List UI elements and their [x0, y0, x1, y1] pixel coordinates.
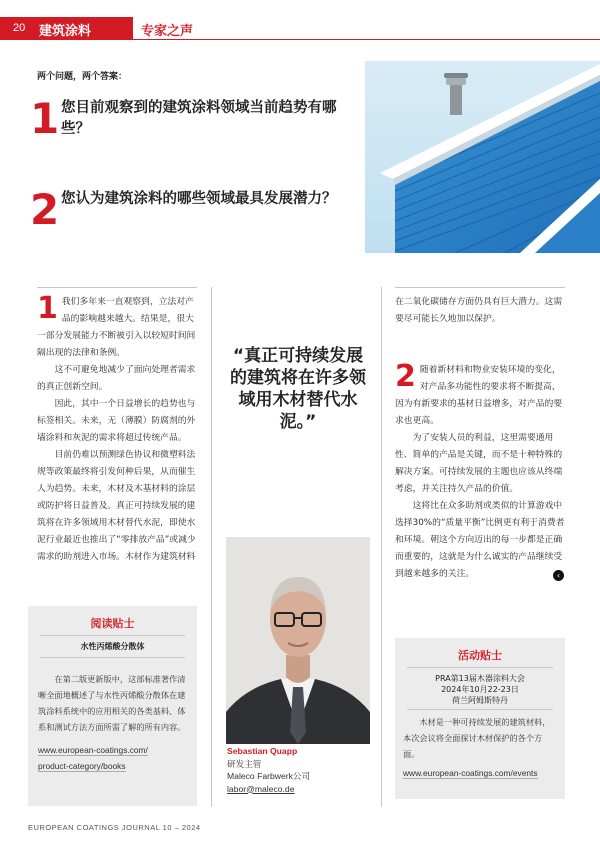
question-2-text: 您认为建筑涂料的哪些领域最具发展潜力？ — [61, 191, 337, 207]
header-rule — [0, 39, 600, 40]
reading-tip-link[interactable]: www.european-coatings.com/ product-category/books — [38, 745, 148, 771]
event-tip-link[interactable]: www.european-coatings.com/events — [403, 768, 538, 778]
author-caption — [227, 745, 310, 795]
intro-line: 两个问题，两个答案： — [37, 72, 128, 82]
author-name: Sebastian Quapp — [227, 746, 298, 756]
building-photo — [365, 61, 600, 253]
building-illustration — [365, 61, 600, 253]
answer-2-first-paragraph: 2 随着新材料和物业安装环境的变化，对产品多功能性的要求将不断提高，因为有新要求的基材日益增多，对产品的要求也更高。 — [395, 359, 563, 426]
question-2-number: 2 — [30, 185, 60, 234]
event-tip-title: 活动贴士 — [458, 649, 502, 662]
question-1-text: 您目前观察到的建筑涂料领域当前趋势有哪些？ — [61, 100, 337, 137]
reading-tip-subtitle: 水性丙烯酸分散体 — [80, 642, 145, 651]
event-tip-body: 木材是一种可持续发展的建筑材料，本次会议将全面探讨木材保护的各个方面。 — [403, 717, 551, 759]
journal-footer: EUROPEAN COATINGS JOURNAL 10 – 2024 — [28, 823, 201, 832]
reading-tip-title: 阅读贴士 — [90, 617, 135, 630]
page-number: 20 — [13, 22, 26, 34]
author-company: Maleco Farbwerk公司 — [227, 771, 311, 781]
answer-1-first-paragraph: 1 我们多年来一直观察到，立法对产品的影响越来越大。结果是，很大一部分发展能力不断被引入以较短时间间隔出现的法律和条例。 — [37, 291, 196, 358]
paragraph: 为了安装人员的利益，这里需要通用性、简单的产品是关键，而不是十种特殊的解决方案。可持续发展的主题也应该从终端考虑，并关注持久产品的价值。 — [395, 433, 563, 494]
answer-2-column — [395, 294, 565, 583]
chevron-left-icon[interactable]: ‹ — [553, 570, 564, 581]
divider-line — [395, 287, 565, 288]
pull-quote: “真正可持续发展的建筑将在许多领域用木材替代水泥。” — [230, 346, 366, 432]
answer-1-number: 1 — [37, 291, 58, 326]
answer-1-text — [37, 291, 197, 566]
event-tip-box — [395, 638, 565, 799]
column-divider — [211, 287, 212, 807]
event-info — [395, 673, 565, 706]
question-1-number: 1 — [30, 94, 60, 143]
paragraph: 这将比在众多助剂或类似的计算游戏中选择30%的“质量平衡”比例更有利于消费者和环境。朝这个方向迈出的每一步都是正确而重要的，这就是为什么诚实的产品继续受到越来越多的关注。 — [395, 501, 565, 579]
box-divider — [407, 667, 553, 668]
event-location: 荷兰阿姆斯特丹 — [452, 696, 508, 705]
event-name: PRA第13届木器涂料大会 — [435, 674, 525, 683]
column-divider — [381, 287, 382, 807]
event-date: 2024年10月22-23日 — [441, 685, 519, 694]
box-divider — [40, 635, 185, 636]
answer-2-number: 2 — [395, 359, 416, 394]
author-email[interactable]: labor@maleco.de — [227, 783, 295, 794]
reading-tip-box — [28, 606, 197, 806]
reading-tip-body: 在第二版更新版中，这部标准著作清晰全面地概述了与水性丙烯酸分散体在建筑涂料系统中的应用相关的各类基料、体系和测试方法方面所需了解的所有内容。 — [38, 674, 186, 732]
portrait-illustration — [226, 537, 370, 744]
answer-1-continued: 在二氧化碳储存方面仍具有巨大潜力。这需要尽可能长久地加以保护。 — [395, 297, 563, 324]
author-title: 研发主管 — [227, 758, 262, 769]
author-portrait — [226, 537, 370, 744]
box-divider — [40, 657, 185, 658]
paragraph: 目前仍难以预测绿色协议和微塑料法规等政策最终将引发何种后果，从而催生人为趋势。未来，木材及木基材料的涂层或防护将日益普及。真正可持续发展的建筑将在许多领域用木材替代水泥，即使水泥行业最近也推出了“零排放产品”或减少需求的助剂进入市场。木材作为建筑材料 — [37, 450, 196, 562]
section-title: 建筑涂料 — [39, 24, 92, 39]
box-divider — [407, 709, 553, 710]
divider-line — [37, 287, 197, 288]
paragraph: 因此，其中一个日益增长的趋势也与标签相关。未来，无（薄膜）防腐剂的外墙涂料和灰泥的需求将超过传统产品。 — [37, 399, 196, 443]
category-label: 专家之声 — [141, 24, 194, 39]
paragraph: 这不可避免地减少了面向处理者需求的真正创新空间。 — [37, 365, 196, 392]
